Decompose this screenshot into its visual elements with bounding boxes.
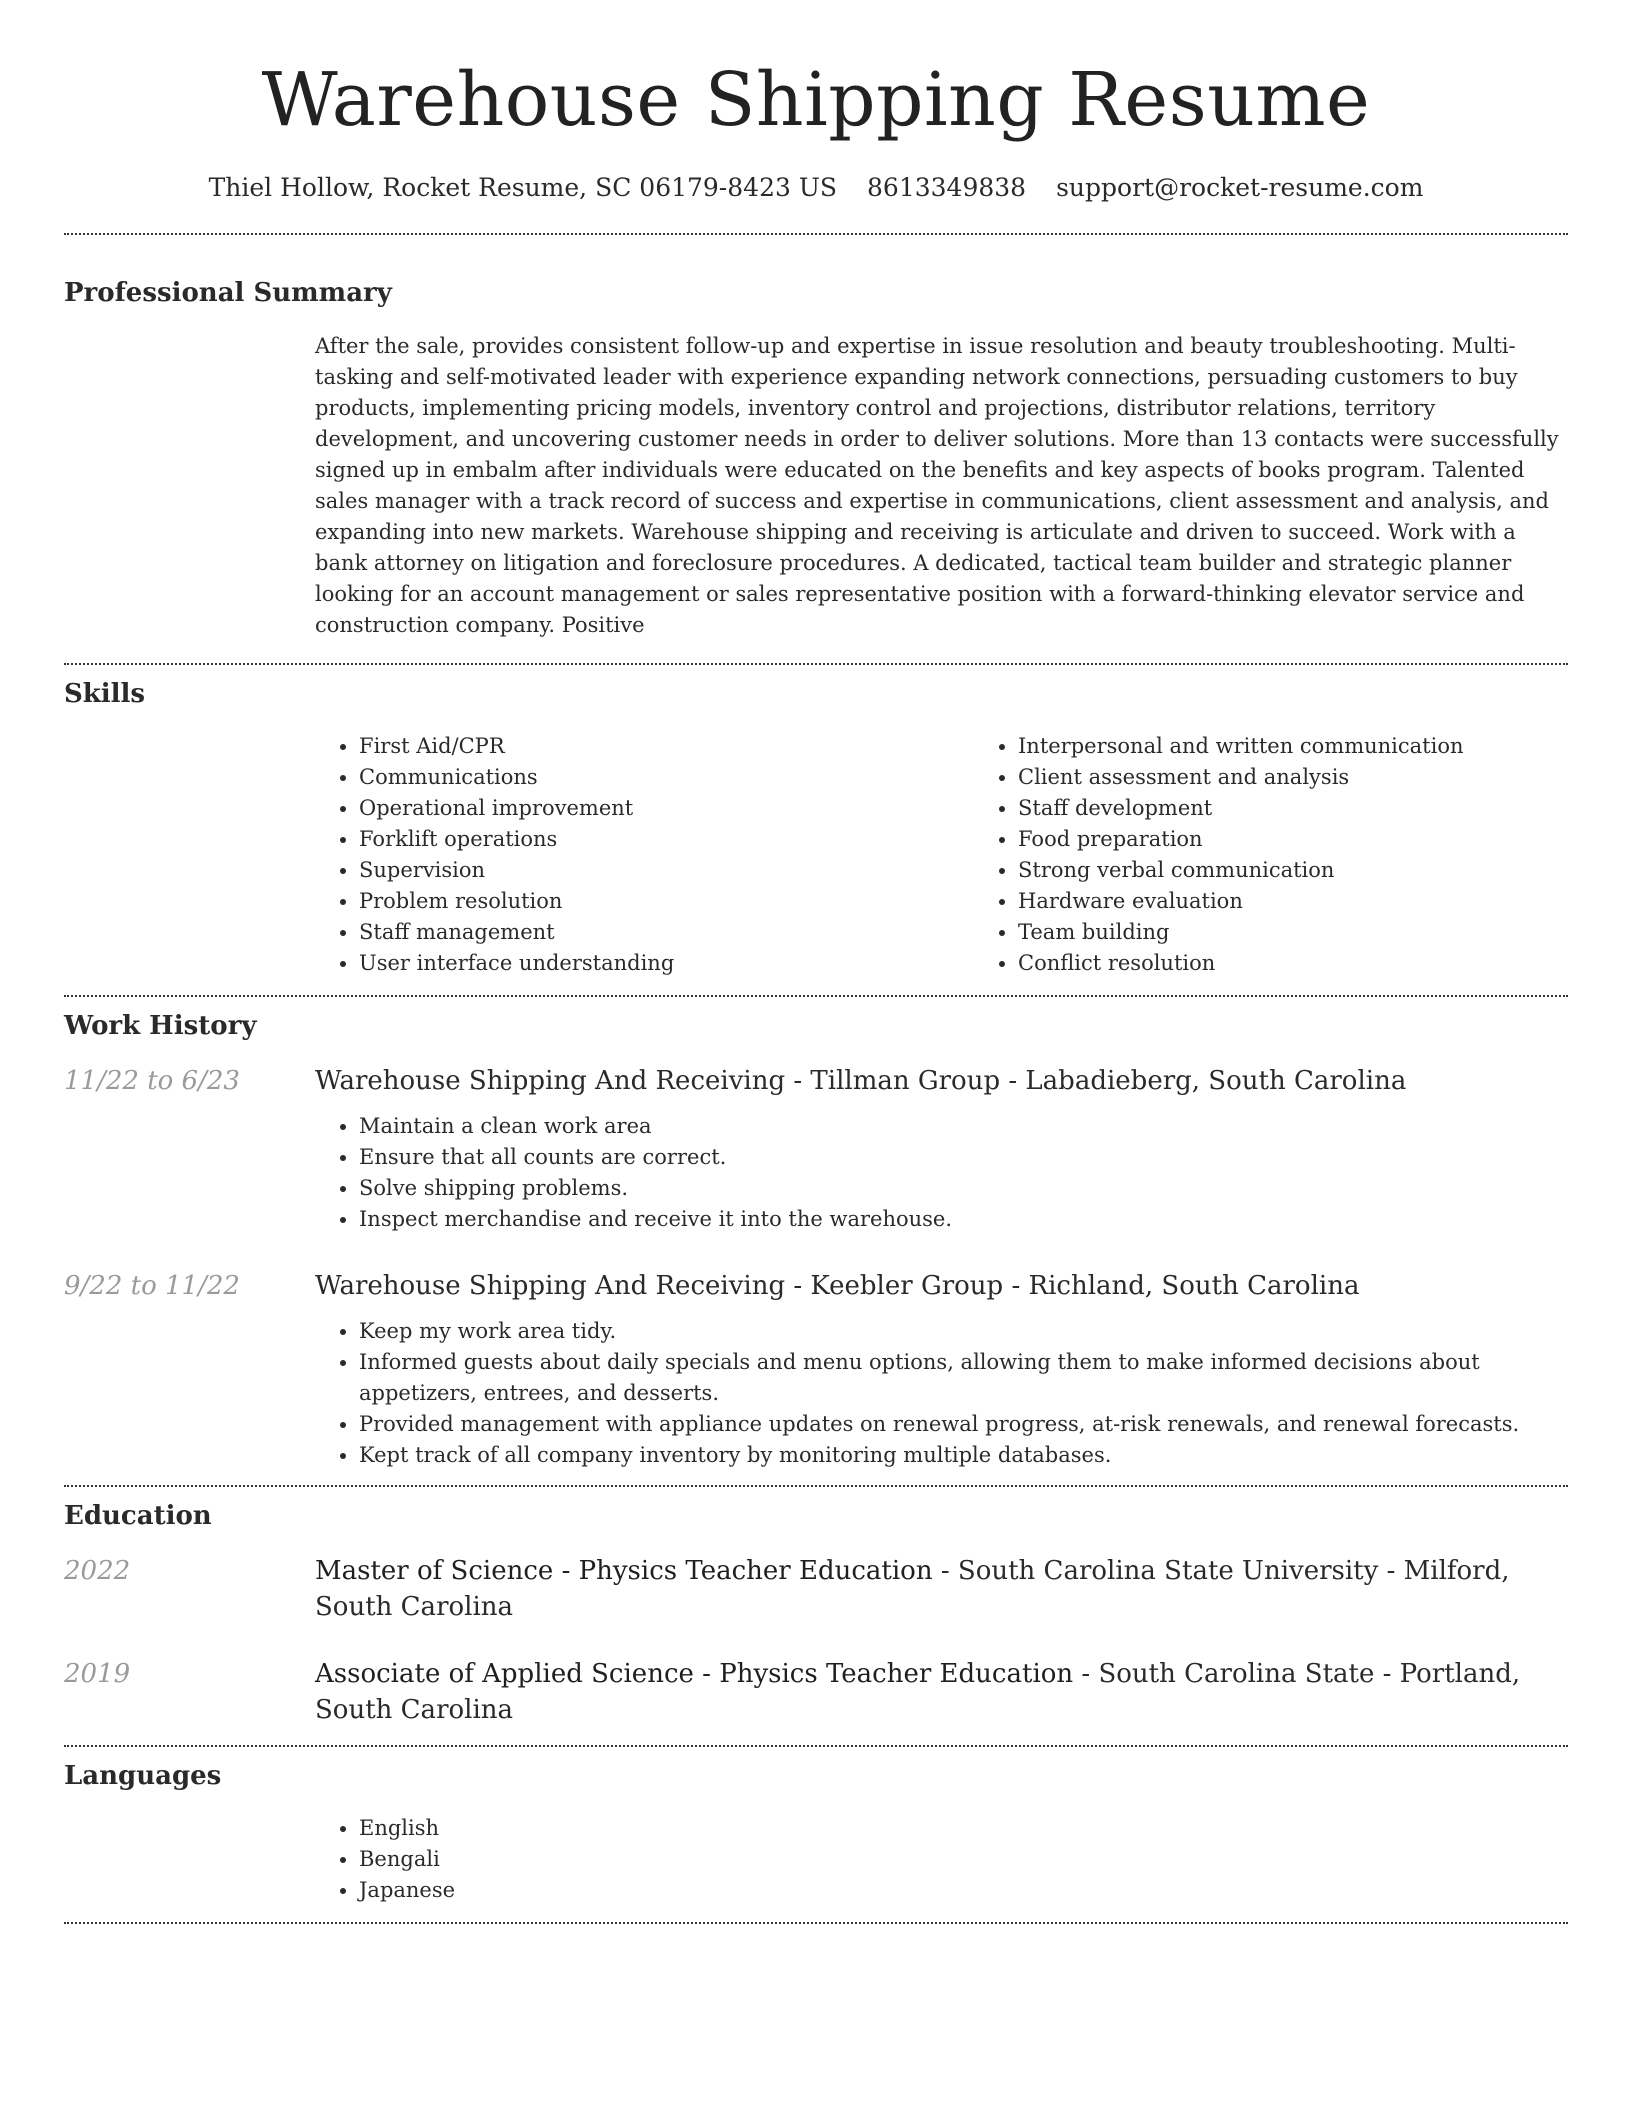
work-bullet: • Maintain a clean work area [359,1111,1568,1142]
education-degree: Associate of Applied Science - Physics Teacher Education [315,1659,1074,1689]
language-item: • Bengali [359,1844,1568,1875]
work-bullet: • Kept track of all company inventory by monitoring multiple databases. [359,1440,1568,1471]
work-dates: 9/22 to 11/22 [64,1271,240,1301]
work-body [315,1063,1568,1235]
skill-item: • Hardware evaluation [1018,886,1632,917]
work-bullets [315,1111,1568,1235]
work-entry [64,1063,1568,1235]
languages-list [315,1813,1568,1906]
work-bullet: • Solve shipping problems. [359,1173,1568,1204]
section-title-work: Work History [64,1011,257,1041]
skill-item: • Staff management [359,917,974,948]
section-title-summary: Professional Summary [64,278,392,308]
education-body [315,1553,1568,1625]
work-heading: Warehouse Shipping And Receiving - Keebler Group - Richland, South Carolina [315,1271,1360,1301]
summary-block [315,331,1568,641]
language-item: • English [359,1813,1568,1844]
work-dates: 11/22 to 6/23 [64,1066,240,1096]
divider [64,233,1568,235]
skill-item: • Strong verbal communication [1018,855,1632,886]
resume-page [64,0,1568,1924]
work-bullet: • Ensure that all counts are correct. [359,1142,1568,1173]
skill-item: • User interface understanding [359,948,974,979]
work-bullet: • Keep my work area tidy. [359,1316,1568,1347]
education-entry [64,1656,1568,1728]
skills-grid [315,731,1568,979]
work-bullets [315,1316,1568,1471]
education-heading [315,1656,1568,1728]
contact-phone: 8613349838 [867,173,1027,202]
education-year: 2022 [64,1556,131,1586]
divider [64,1922,1568,1924]
skill-item: • Supervision [359,855,974,886]
education-entry [64,1553,1568,1625]
skill-item: • Conflict resolution [1018,948,1632,979]
languages-block [315,1813,1568,1906]
work-bullet: • Provided management with appliance updates on renewal progress, at-risk renewals, and renewal forecasts. [359,1409,1568,1440]
summary-text: After the sale, provides consistent follow-up and expertise in issue resolution and beauty troubleshooting. Multi-tasking and self-motivated leader with experience expanding network connections, persuading customers to buy products, implementing pricing models, inventory control and projections, distributor relations, territory development, and uncovering customer needs in order to deliver solutions. More than 13 contacts were successfully signed up in embalm after individuals were educated on the benefits and key aspects of books program. Talented sales manager with a track record of success and expertise in communications, client assessment and analysis, and expanding into new markets. Warehouse shipping and receiving is articulate and driven to succeed. Work with a bank attorney on litigation and foreclosure procedures. A dedicated, tactical team builder and strategic planner looking for an account management or sales representative position with a forward-thinking elevator service and construction company. Positive [315,334,1559,637]
language-item: • Japanese [359,1875,1568,1906]
divider [64,995,1568,997]
contact-address: Thiel Hollow, Rocket Resume, SC 06179-8423 US [208,173,838,202]
skill-item: • Food preparation [1018,824,1632,855]
work-body [315,1268,1568,1471]
divider [64,1485,1568,1487]
skill-item: • Team building [1018,917,1632,948]
skill-item: • Forklift operations [359,824,974,855]
education-school: - South Carolina State University - Milford, South Carolina [315,1556,1510,1622]
divider [64,1745,1568,1747]
section-title-skills: Skills [64,679,146,709]
skill-item: • Problem resolution [359,886,974,917]
work-bullet: • Informed guests about daily specials and menu options, allowing them to make informed decisions about appetizers, entrees, and desserts. [359,1347,1568,1409]
education-school: - South Carolina State - Portland, South Carolina [315,1659,1521,1725]
skill-item: • Communications [359,762,974,793]
resume-title: Warehouse Shipping Resume [261,57,1371,143]
section-title-languages: Languages [64,1761,222,1791]
skill-item: • Client assessment and analysis [1018,762,1632,793]
contact-line [64,170,1568,206]
skill-item: • First Aid/CPR [359,731,974,762]
work-bullet: • Inspect merchandise and receive it into the warehouse. [359,1204,1568,1235]
work-entry [64,1268,1568,1471]
work-heading: Warehouse Shipping And Receiving - Tillman Group - Labadieberg, South Carolina [315,1066,1407,1096]
education-year: 2019 [64,1659,131,1689]
skill-item: • Interpersonal and written communication [1018,731,1632,762]
skill-item: • Staff development [1018,793,1632,824]
skills-list-right [974,731,1632,979]
skills-list-left [315,731,974,979]
education-degree: Master of Science - Physics Teacher Education [315,1556,933,1586]
divider [64,663,1568,665]
section-title-education: Education [64,1501,212,1531]
contact-email: support@rocket-resume.com [1056,173,1424,202]
education-heading [315,1553,1568,1625]
skill-item: • Operational improvement [359,793,974,824]
education-body [315,1656,1568,1728]
